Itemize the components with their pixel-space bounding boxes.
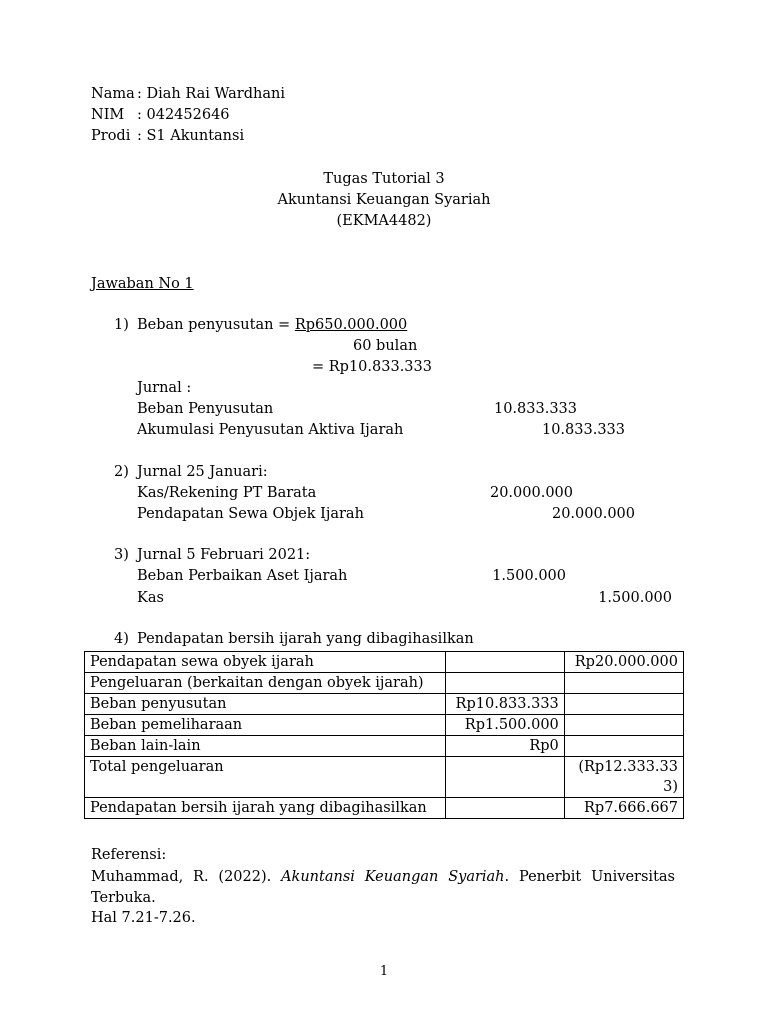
reference-publisher: . Penerbit Universitas Terbuka. <box>91 869 675 906</box>
item1-jurnal-label: Jurnal : <box>137 380 192 396</box>
title-line-2: Akuntansi Keuangan Syariah <box>277 192 491 208</box>
item2-label: Jurnal 25 Januari: <box>137 464 268 480</box>
reference-entry <box>91 867 675 909</box>
item2-credit-account: Pendapatan Sewa Objek Ijarah <box>137 506 364 522</box>
item1-denominator: 60 bulan <box>353 338 418 354</box>
item4-label: Pendapatan bersih ijarah yang dibagihasilkan <box>137 631 474 647</box>
identity-prodi <box>91 128 244 144</box>
table-cell-mid: Rp0 <box>445 736 564 757</box>
item2-debit-account: Kas/Rekening PT Barata <box>137 485 317 501</box>
item2-debit-amount: 20.000.000 <box>489 485 573 501</box>
table-cell-label: Pendapatan bersih ijarah yang dibagihasilkan <box>85 798 446 819</box>
item1-debit-amount: 10.833.333 <box>493 401 577 417</box>
page-number: 1 <box>379 964 389 979</box>
item4-number: 4) <box>114 631 129 647</box>
table-row <box>85 694 684 715</box>
item3-credit-amount: 1.500.000 <box>598 590 672 606</box>
reference-pages: Hal 7.21-7.26. <box>91 910 196 926</box>
item3-debit-account: Beban Perbaikan Aset Ijarah <box>137 568 348 584</box>
item3-number: 3) <box>114 547 129 563</box>
item3-debit-amount: 1.500.000 <box>492 568 566 584</box>
table-cell-mid: Rp1.500.000 <box>445 715 564 736</box>
item1-label: Beban penyusutan = <box>137 317 295 333</box>
reference-book-title: Akuntansi Keuangan Syariah <box>281 869 505 885</box>
table-cell-mid <box>445 757 564 798</box>
table-cell-label: Pengeluaran (berkaitan dengan obyek ijarah) <box>85 673 446 694</box>
reference-heading: Referensi: <box>91 847 167 863</box>
total-line-2: 3) <box>663 779 678 795</box>
table-row <box>85 757 684 798</box>
section-heading: Jawaban No 1 <box>91 276 194 292</box>
total-line-1: (Rp12.333.33 <box>578 759 678 775</box>
identity-nama <box>91 86 285 102</box>
nama-label: Nama <box>91 86 135 102</box>
nama-value: : Diah Rai Wardhani <box>137 86 285 102</box>
item3-credit-account: Kas <box>137 590 164 606</box>
table-cell-right: Rp20.000.000 <box>564 652 683 673</box>
item2-credit-amount: 20.000.000 <box>551 506 635 522</box>
table-cell-label: Total pengeluaran <box>85 757 446 798</box>
title-line-3: (EKMA4482) <box>336 213 432 229</box>
prodi-label: Prodi <box>91 128 131 144</box>
table-cell-right <box>564 694 683 715</box>
table-row <box>85 715 684 736</box>
table-row <box>85 798 684 819</box>
income-table <box>84 651 684 819</box>
item1-debit-account: Beban Penyusutan <box>137 401 274 417</box>
table-cell-mid <box>445 798 564 819</box>
table-row <box>85 673 684 694</box>
table-cell-label: Beban lain-lain <box>85 736 446 757</box>
table-cell-label: Beban pemeliharaan <box>85 715 446 736</box>
table-cell-right <box>564 757 683 798</box>
table-cell-mid <box>445 673 564 694</box>
title-line-1: Tugas Tutorial 3 <box>323 171 445 187</box>
item2-number: 2) <box>114 464 129 480</box>
table-cell-right: Rp7.666.667 <box>564 798 683 819</box>
prodi-value: : S1 Akuntansi <box>137 128 245 144</box>
item1-result: = Rp10.833.333 <box>312 359 432 375</box>
nim-label: NIM <box>91 107 125 123</box>
identity-nim <box>91 107 230 123</box>
nim-value: : 042452646 <box>137 107 230 123</box>
item1-formula <box>137 317 407 333</box>
table-row <box>85 652 684 673</box>
table-row <box>85 736 684 757</box>
item1-credit-account: Akumulasi Penyusutan Aktiva Ijarah <box>137 422 404 438</box>
table-cell-right <box>564 736 683 757</box>
table-cell-mid: Rp10.833.333 <box>445 694 564 715</box>
item1-numerator: Rp650.000.000 <box>294 317 408 333</box>
table-cell-right <box>564 715 683 736</box>
item1-number: 1) <box>114 317 129 333</box>
item1-credit-amount: 10.833.333 <box>541 422 625 438</box>
reference-author: Muhammad, R. (2022). <box>91 869 282 885</box>
table-cell-label: Pendapatan sewa obyek ijarah <box>85 652 446 673</box>
table-cell-mid <box>445 652 564 673</box>
item3-label: Jurnal 5 Februari 2021: <box>137 547 311 563</box>
table-cell-label: Beban penyusutan <box>85 694 446 715</box>
table-cell-right <box>564 673 683 694</box>
